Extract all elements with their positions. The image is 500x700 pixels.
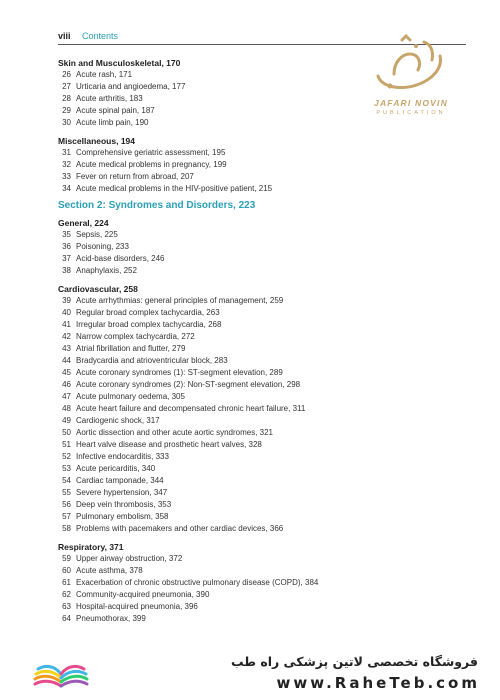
chapter-number: 63 [62,602,71,611]
toc-entry[interactable] [58,105,458,117]
chapter-title: Problems with pacemakers and other cardiac devices, 366 [76,524,284,533]
chapter-number: 52 [62,452,71,461]
chapter-title: Infective endocarditis, 333 [76,452,169,461]
chapter-title: Anaphylaxis, 252 [76,266,137,275]
chapter-number: 48 [62,404,71,413]
chapter-number: 27 [62,82,71,91]
chapter-title: Acute medical problems in pregnancy, 199 [76,160,227,169]
chapter-title: Acute pulmonary oedema, 305 [76,392,185,401]
page-number: viii [58,31,71,41]
chapter-number: 58 [62,524,71,533]
chapter-title: Pulmonary embolism, 358 [76,512,169,521]
toc-entry[interactable] [58,229,458,241]
chapter-number: 50 [62,428,71,437]
toc-entry[interactable] [58,355,458,367]
toc-entry[interactable] [58,69,458,81]
toc-entry[interactable] [58,343,458,355]
toc-entry[interactable] [58,601,458,613]
chapter-title: Severe hypertension, 347 [76,488,168,497]
chapter-number: 39 [62,296,71,305]
toc-entry[interactable] [58,523,458,535]
publisher-subtitle: PUBLICATION [376,110,446,116]
chapter-number: 38 [62,266,71,275]
toc-entry[interactable] [58,439,458,451]
chapter-title: Aortic dissection and other acute aortic syndromes, 321 [76,428,273,437]
toc-entry[interactable] [58,403,458,415]
toc-entry[interactable] [58,295,458,307]
toc-group-heading: Skin and Musculoskeletal, 170 [58,58,181,68]
chapter-number: 59 [62,554,71,563]
toc-entry[interactable] [58,81,458,93]
chapter-number: 41 [62,320,71,329]
chapter-title: Cardiogenic shock, 317 [76,416,160,425]
store-url-link[interactable]: www.RaheTeb.com [276,674,480,692]
chapter-number: 29 [62,106,71,115]
toc-entry[interactable] [58,415,458,427]
toc-groups-section2 [58,217,458,625]
toc-entry[interactable] [58,159,458,171]
chapter-title: Acute pericarditis, 340 [76,464,156,473]
store-name: فروشگاه تخصصی لاتین پزشکی راه طب [230,654,478,669]
chapter-title: Sepsis, 225 [76,230,118,239]
store-banner [0,646,500,700]
toc-entry[interactable] [58,577,458,589]
toc-group-heading: Respiratory, 371 [58,542,124,552]
chapter-number: 62 [62,590,71,599]
toc-entry[interactable] [58,117,458,129]
chapter-number: 32 [62,160,71,169]
running-title: Contents [82,31,119,41]
toc-group-heading: Cardiovascular, 258 [58,284,138,294]
chapter-title: Regular broad complex tachycardia, 263 [76,308,220,317]
chapter-number: 60 [62,566,71,575]
chapter-title: Deep vein thrombosis, 353 [76,500,172,509]
toc-entry[interactable] [58,367,458,379]
chapter-number: 36 [62,242,71,251]
chapter-title: Acute asthma, 378 [76,566,143,575]
chapter-title: Acute coronary syndromes (1): ST-segment elevation, 289 [76,368,283,377]
chapter-title: Exacerbation of chronic obstructive pulmonary disease (COPD), 384 [76,578,319,587]
chapter-number: 61 [62,578,71,587]
chapter-title: Narrow complex tachycardia, 272 [76,332,195,341]
toc-entry[interactable] [58,265,458,277]
chapter-title: Bradycardia and atrioventricular block, 283 [76,356,228,365]
chapter-title: Urticaria and angioedema, 177 [76,82,186,91]
toc-entry[interactable] [58,319,458,331]
toc-entry[interactable] [58,253,458,265]
toc-entry[interactable] [58,183,458,195]
chapter-number: 47 [62,392,71,401]
chapter-number: 54 [62,476,71,485]
chapter-number: 40 [62,308,71,317]
chapter-number: 55 [62,488,71,497]
chapter-title: Acute arrhythmias: general principles of management, 259 [76,296,284,305]
publisher-name: JAFARI NOVIN [374,98,448,108]
chapter-number: 30 [62,118,71,127]
chapter-number: 51 [62,440,71,449]
toc-entry[interactable] [58,565,458,577]
toc-entry[interactable] [58,589,458,601]
chapter-number: 37 [62,254,71,263]
toc-entry[interactable] [58,427,458,439]
chapter-number: 26 [62,70,71,79]
toc-entry[interactable] [58,499,458,511]
chapter-number: 33 [62,172,71,181]
chapter-title: Cardiac tamponade, 344 [76,476,164,485]
toc-entry[interactable] [58,93,458,105]
toc-entry[interactable] [58,241,458,253]
toc-entry[interactable] [58,379,458,391]
chapter-title: Acid-base disorders, 246 [76,254,165,263]
chapter-title: Acute heart failure and decompensated chronic heart failure, 311 [76,404,306,413]
chapter-number: 31 [62,148,71,157]
open-book-icon [32,652,90,694]
chapter-title: Poisoning, 233 [76,242,129,251]
chapter-number: 35 [62,230,71,239]
toc-entry[interactable] [58,147,458,159]
chapter-title: Irregular broad complex tachycardia, 268 [76,320,222,329]
chapter-title: Pneumothorax, 399 [76,614,146,623]
chapter-number: 57 [62,512,71,521]
toc-group-heading: General, 224 [58,218,109,228]
toc-entry[interactable] [58,171,458,183]
toc-entry[interactable] [58,451,458,463]
chapter-title: Upper airway obstruction, 372 [76,554,183,563]
chapter-number: 45 [62,368,71,377]
chapter-title: Community-acquired pneumonia, 390 [76,590,210,599]
chapter-number: 34 [62,184,71,193]
chapter-title: Acute rash, 171 [76,70,133,79]
chapter-title: Fever on return from abroad, 207 [76,172,194,181]
chapter-title: Comprehensive geriatric assessment, 195 [76,148,226,157]
toc-entry[interactable] [58,475,458,487]
chapter-number: 53 [62,464,71,473]
chapter-number: 49 [62,416,71,425]
chapter-title: Acute arthritis, 183 [76,94,143,103]
chapter-title: Acute spinal pain, 187 [76,106,155,115]
chapter-number: 46 [62,380,71,389]
section-heading: Section 2: Syndromes and Disorders, 223 [58,200,256,211]
chapter-number: 28 [62,94,71,103]
toc-entry[interactable] [58,613,458,625]
toc-entry[interactable] [58,553,458,565]
chapter-title: Atrial fibrillation and flutter, 279 [76,344,186,353]
toc-entry[interactable] [58,463,458,475]
toc-entry[interactable] [58,307,458,319]
toc-entry[interactable] [58,487,458,499]
toc-entry[interactable] [58,391,458,403]
chapter-number: 43 [62,344,71,353]
chapter-title: Acute medical problems in the HIV-positive patient, 215 [76,184,273,193]
chapter-title: Heart valve disease and prosthetic heart valves, 328 [76,440,262,449]
chapter-number: 42 [62,332,71,341]
toc-group-heading: Miscellaneous, 194 [58,136,136,146]
chapter-title: Acute limb pain, 190 [76,118,149,127]
chapter-title: Acute coronary syndromes (2): Non-ST-segment elevation, 298 [76,380,301,389]
table-of-contents [58,57,458,625]
chapter-title: Hospital-acquired pneumonia, 396 [76,602,198,611]
chapter-number: 64 [62,614,71,623]
chapter-number: 56 [62,500,71,509]
toc-entry[interactable] [58,331,458,343]
toc-groups-section1 [58,57,458,195]
toc-entry[interactable] [58,511,458,523]
chapter-number: 44 [62,356,71,365]
